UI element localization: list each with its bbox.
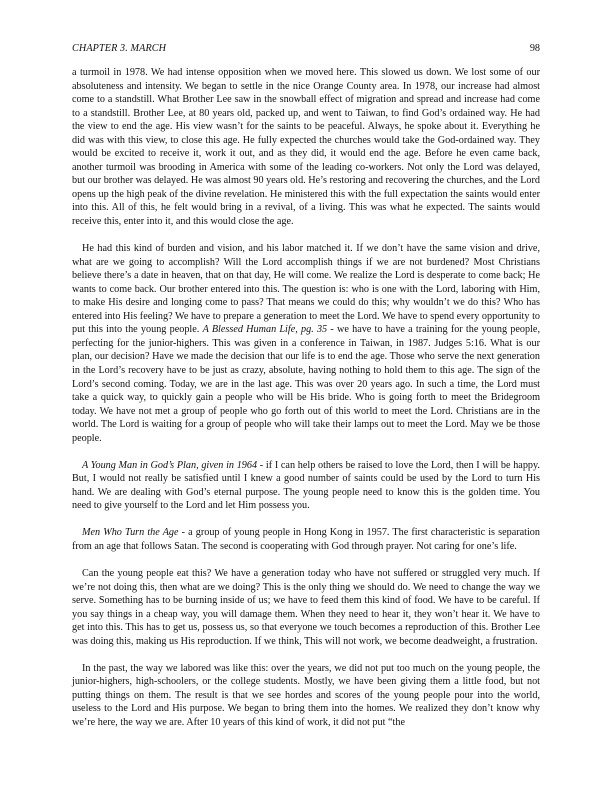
book-title-reference: A Blessed Human Life, pg. 35 [202, 324, 328, 336]
text-run: In the past, the way we labored was like this: over the years, we did not put too much on the young people, the junior-highers, high-schoolers, or the college students. Mostly, we have been giving them a little food, but not putting things on them. The result is that we see hordes and scores of the young people pour into the world, useless to the Lord and His purpose. We began to bring them into the homes. We realized they don’t know why we’re here, the way we are. After 10 years of this kind of work, it did not put “the [72, 662, 540, 729]
text-run: Can the young people eat this? We have a generation today who have not suffered or struggled very much. If we’re not doing this, then what are we doing? This is the only thing we should do. We need to change the way we serve. Something has to be burning inside of us; we have to feed them this kind of food. We have to be careful. If you say things in a cheap way, you will damage them. When they need to hear it, they won’t hear it. We have to get into this. This has to get us, possess us, so that everyone we touch becomes a reproduction of this. Brother Lee was doing this, making us His reproduction. If we think, This will not work, we become deadweight, a frustration. [72, 568, 540, 647]
paragraph [72, 567, 540, 648]
text-run: - we have to have a training for the young people, perfecting for the junior-highers. This was given in a conference in Taiwan, in 1987. Judges 5:16. What is our plan, our decision? Have we made the decision that our life is to end the age. Those who serve the next generation in the Lord’s recovery have to be just as crazy, absolute, having nothing to hold them to this age. The sign of the Lord’s second coming. Today, we are in the last age. This was over 20 years ago. In such a time, the Lord must take a quick way, to quickly gain a people who will be His bride. Who is going forth to meet the Bridegroom today. We have not met a group of people who go forth out of this world to meet the Lord. Christians are in the world. The Lord is waiting for a group of people who will take their lamps out to meet the Lord. May we be those people. [72, 324, 540, 444]
text-run: He had this kind of burden and vision, and his labor matched it. If we don’t have the same vision and drive, what are we going to accomplish? Will the Lord accomplish things if we are not burdened? Most Christians believe there’s a date in heaven, that on that day, He will come. We realize the Lord is desperate to come back; He wants to come back. Our brother entered into this. The question is: who is one with the Lord, laboring with Him, to make His desire and longing come to pass? That means we could do this; why wouldn’t we do this? Who has entered into His feeling? We have to prepare a generation to meet the Lord. We have to spend every opportunity to put this into the young people. [72, 243, 540, 336]
paragraph [72, 662, 540, 730]
running-header [72, 42, 540, 56]
text-run: - a group of young people in Hong Kong in 1957. The first characteristic is separation from an age that follows Satan. The second is cooperating with God through prayer. Not caring for one’s life. [72, 527, 540, 552]
book-title-reference: Men Who Turn the Age [82, 527, 179, 539]
text-run: a turmoil in 1978. We had intense opposition when we moved here. This slowed us down. We lost some of our absoluteness and intensity. We began to settle in the nice Orange County area. In 1978, our increase had almost come to a standstill. What Brother Lee saw in the snowball effect of migration and spread and increase had come to a standstill. Brother Lee, at 80 years old, packed up, and went to Taiwan, to find God’s ordained way. He had the view to end the age. His view wasn’t for the saints to be peaceful. Always, he spoke about it. Everything he did was with this view, to close this age. He fully expected the churches would take the God-ordained way. They would be excited to receive it, work it out, and as they did, it would end the age. Before he even came back, another turmoil was brooding in America with some of the leading co-workers. Not only the Lord was delayed, but our brother was delayed. He was almost 90 years old. He’s restoring and recovering the churches, and the Lord opens up the high peak of the divine revelation. He ministered this with the full expectation the saints would enter into this. All of this, he felt would bring in a revival, of a living. This was what he expected. The saints would receive this, enter into it, and this would close the age. [72, 67, 540, 228]
chapter-title: CHAPTER 3. MARCH [72, 43, 167, 54]
body-text [72, 66, 540, 743]
book-title-reference: A Young Man in God’s Plan, given in 1964 [82, 459, 258, 471]
paragraph [72, 66, 540, 229]
paragraph [72, 526, 540, 553]
page-number: 98 [529, 43, 540, 54]
text-run: - if I can help others be raised to love the Lord, then I will be happy. But, I would not really be satisfied until I knew a good number of saints could be used by the Lord to turn His hand. We are dealing with God’s eternal purpose. The young people need to know this is the golden time. You need to give yourself to the Lord and let Him possess you. [72, 459, 540, 512]
paragraph [72, 242, 540, 445]
paragraph [72, 459, 540, 513]
